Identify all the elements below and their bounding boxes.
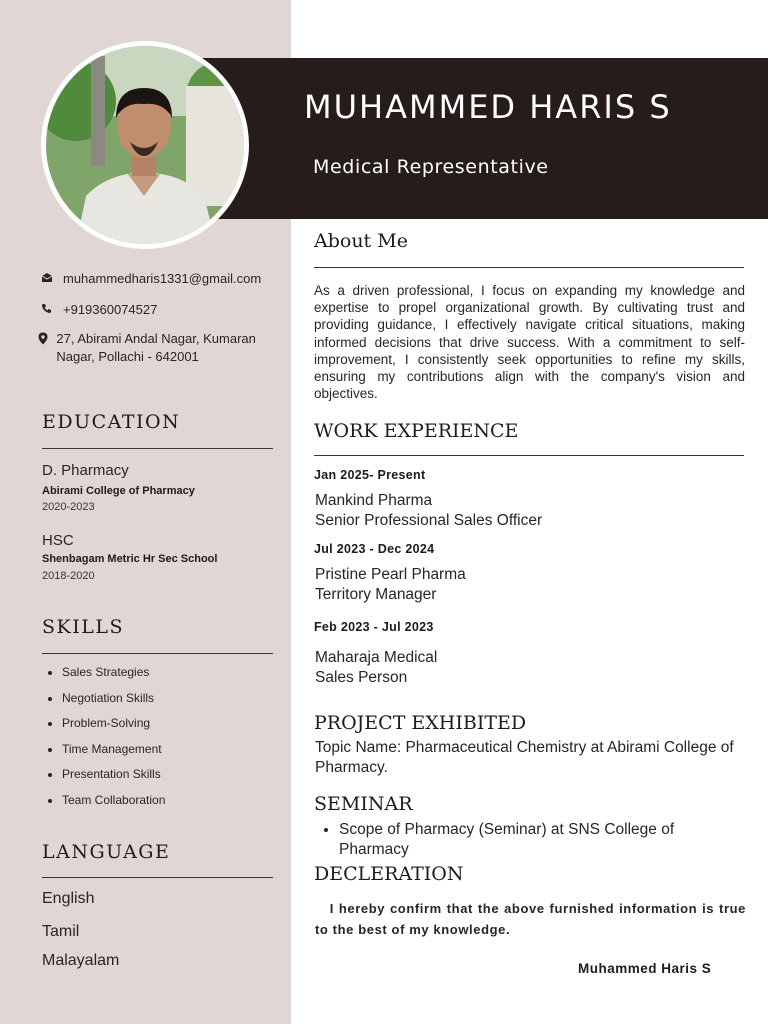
candidate-role: Medical Representative [313, 156, 549, 178]
education-divider [42, 448, 273, 449]
job-company: Pristine Pearl Pharma [315, 566, 466, 583]
education-years: 2020-2023 [42, 501, 95, 513]
phone-text: +919360074527 [63, 302, 158, 317]
contact-phone[interactable] [38, 301, 157, 319]
skill-item: • Negotiation Skills [62, 686, 165, 712]
about-text: As a driven professional, I focus on expanding my knowledge and expertise to propel organizational growth. By cultivating trust and providing guidance, I effectively navigate critical situations, making informed decisions that drive success. With a commitment to self-improvement, I consistently seek opportunities to refine my skills, ensuring my contributions align with the company's vision and objectives. [314, 283, 745, 402]
language-item: Tamil [42, 923, 80, 940]
skill-item: • Sales Strategies [62, 660, 165, 686]
education-years: 2018-2020 [42, 570, 95, 582]
skill-item: • Time Management [62, 737, 165, 763]
seminar-item: • Scope of Pharmacy (Seminar) at SNS College of Pharmacy [339, 820, 739, 860]
job-title: Territory Manager [315, 586, 437, 603]
education-school: Shenbagam Metric Hr Sec School [42, 553, 218, 565]
language-heading: LANGUAGE [42, 841, 171, 863]
language-item: English [42, 890, 95, 907]
skills-divider [42, 653, 273, 654]
education-degree: HSC [42, 532, 74, 549]
education-school: Abirami College of Pharmacy [42, 485, 195, 497]
skills-list [42, 660, 165, 813]
experience-divider [314, 455, 744, 456]
job-company: Mankind Pharma [315, 492, 433, 509]
skills-heading: SKILLS [42, 616, 124, 638]
job-company: Maharaja Medical [315, 649, 438, 666]
email-icon [38, 270, 55, 288]
experience-heading: WORK EXPERIENCE [314, 420, 519, 442]
project-text: Topic Name: Pharmaceutical Chemistry at Abirami College of Pharmacy. [315, 739, 734, 776]
job-title: Sales Person [315, 669, 408, 686]
skill-item: • Problem-Solving [62, 711, 165, 737]
phone-icon [38, 301, 55, 319]
job-title: Senior Professional Sales Officer [315, 512, 543, 529]
signature: Muhammed Haris S [578, 961, 712, 976]
language-divider [42, 877, 273, 878]
seminar-heading: SEMINAR [314, 793, 413, 815]
contact-email[interactable] [38, 270, 261, 288]
declaration-statement: I hereby confirm that the above furnished information is true to the best of my knowledge. [315, 901, 746, 937]
about-divider [314, 267, 744, 268]
address-text: 27, Abirami Andal Nagar, Kumaran Nagar, Pollachi - 642001 [56, 331, 256, 364]
email-text: muhammedharis1331@gmail.com [63, 271, 262, 286]
contact-address [38, 330, 268, 366]
declaration-heading: DECLERATION [314, 863, 464, 885]
header-banner [200, 58, 768, 219]
candidate-name: MUHAMMED HARIS S [304, 88, 672, 126]
education-heading: EDUCATION [42, 411, 181, 433]
job-dates: Jul 2023 - Dec 2024 [314, 542, 435, 556]
skill-item: • Team Collaboration [62, 788, 165, 814]
location-icon [38, 330, 48, 366]
seminar-list [318, 820, 739, 860]
job-dates: Jan 2025- Present [314, 468, 426, 482]
declaration-text [315, 898, 746, 940]
project-heading: PROJECT EXHIBITED [314, 712, 527, 734]
education-degree: D. Pharmacy [42, 462, 129, 479]
language-item: Malayalam [42, 952, 120, 969]
profile-photo [41, 41, 249, 249]
skill-item: • Presentation Skills [62, 762, 165, 788]
about-heading: About Me [314, 230, 408, 252]
job-dates: Feb 2023 - Jul 2023 [314, 620, 434, 634]
